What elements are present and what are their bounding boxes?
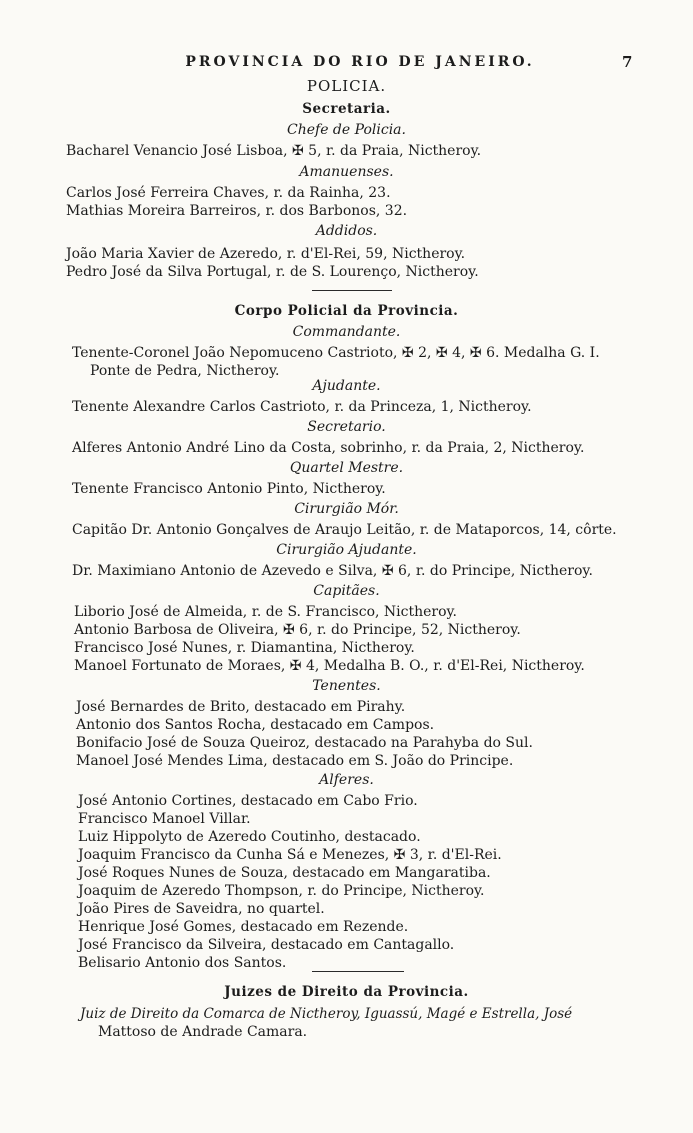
entry-alferes: João Pires de Saveidra, no quartel. [78, 901, 325, 917]
label-chefe: Chefe de Policia. [287, 122, 406, 138]
entry-juiz-cont: Mattoso de Andrade Camara. [98, 1024, 308, 1040]
label-ajudante: Ajudante. [312, 378, 381, 394]
divider [312, 290, 392, 291]
entry-amanuense: Carlos José Ferreira Chaves, r. da Rainha, 23. [66, 185, 391, 201]
entry-amanuense: Mathias Moreira Barreiros, r. dos Barbonos, 32. [66, 203, 408, 219]
running-head: PROVINCIA DO RIO DE JANEIRO. [185, 54, 535, 70]
entry-tenente: Antonio dos Santos Rocha, destacado em Campos. [76, 717, 435, 733]
entry-alferes: Belisario Antonio dos Santos. [78, 955, 287, 971]
divider [312, 971, 404, 972]
label-cirurgiao-mor: Cirurgião Mór. [294, 501, 399, 517]
label-tenentes: Tenentes. [312, 678, 381, 694]
entry-tenente: Bonifacio José de Souza Queiroz, destacado na Parahyba do Sul. [76, 735, 533, 751]
entry-alferes: Francisco Manoel Villar. [78, 811, 251, 827]
label-capitaes: Capitães. [313, 583, 380, 599]
label-cirurgiao-ajudante: Cirurgião Ajudante. [276, 542, 417, 558]
label-amanuenses: Amanuenses. [299, 164, 394, 180]
entry-alferes: Luiz Hippolyto de Azeredo Coutinho, destacado. [78, 829, 421, 845]
label-addidos: Addidos. [315, 223, 378, 239]
heading-secretaria: Secretaria. [302, 101, 391, 117]
entry-quartel-mestre: Tenente Francisco Antonio Pinto, Nictheroy. [72, 481, 386, 497]
entry-alferes: Joaquim de Azeredo Thompson, r. do Principe, Nictheroy. [78, 883, 485, 899]
label-commandante: Commandante. [292, 324, 401, 340]
entry-alferes: José Francisco da Silveira, destacado em Cantagallo. [78, 937, 455, 953]
entry-ajudante: Tenente Alexandre Carlos Castrioto, r. da Princeza, 1, Nictheroy. [72, 399, 532, 415]
entry-tenente: Manoel José Mendes Lima, destacado em S. João do Principe. [76, 753, 514, 769]
page-number: 7 [622, 53, 633, 71]
entry-cirurgiao-mor: Capitão Dr. Antonio Gonçalves de Araujo Leitão, r. de Mataporcos, 14, côrte. [72, 522, 617, 538]
section-title-corpo-policial: Corpo Policial da Provincia. [234, 303, 459, 319]
entry-alferes: José Roques Nunes de Souza, destacado em Mangaratiba. [78, 865, 491, 881]
entry-capitao: Manoel Fortunato de Moraes, ✠ 4, Medalha B. O., r. d'El-Rei, Nictheroy. [74, 658, 585, 674]
entry-alferes: Henrique José Gomes, destacado em Rezende. [78, 919, 409, 935]
section-title-juizes: Juizes de Direito da Provincia. [224, 984, 469, 1000]
entry-alferes: Joaquim Francisco da Cunha Sá e Menezes, ✠ 3, r. d'El-Rei. [78, 847, 502, 863]
entry-addido: Pedro José da Silva Portugal, r. de S. Lourenço, Nictheroy. [66, 264, 479, 280]
entry-commandante-cont: Ponte de Pedra, Nictheroy. [90, 363, 280, 379]
entry-chefe: Bacharel Venancio José Lisboa, ✠ 5, r. da Praia, Nictheroy. [66, 143, 482, 159]
label-quartel-mestre: Quartel Mestre. [289, 460, 404, 476]
entry-capitao: Antonio Barbosa de Oliveira, ✠ 6, r. do Principe, 52, Nictheroy. [74, 622, 521, 638]
entry-addido: João Maria Xavier de Azeredo, r. d'El-Rei, 59, Nictheroy. [66, 246, 466, 262]
label-secretario: Secretario. [307, 419, 386, 435]
entry-commandante: Tenente-Coronel João Nepomuceno Castrioto, ✠ 2, ✠ 4, ✠ 6. Medalha G. I. [72, 345, 600, 361]
entry-alferes: José Antonio Cortines, destacado em Cabo Frio. [78, 793, 418, 809]
entry-juiz: Juiz de Direito da Comarca de Nictheroy, Iguassú, Magé e Estrella, José [80, 1006, 573, 1022]
entry-secretario: Alferes Antonio André Lino da Costa, sobrinho, r. da Praia, 2, Nictheroy. [72, 440, 585, 456]
section-title-policia: POLICIA. [306, 77, 387, 95]
entry-tenente: José Bernardes de Brito, destacado em Pirahy. [76, 699, 406, 715]
entry-capitao: Liborio José de Almeida, r. de S. Francisco, Nictheroy. [74, 604, 458, 620]
label-alferes: Alferes. [319, 772, 374, 788]
entry-cirurgiao-ajudante: Dr. Maximiano Antonio de Azevedo e Silva, ✠ 6, r. do Principe, Nictheroy. [72, 563, 593, 579]
entry-capitao: Francisco José Nunes, r. Diamantina, Nictheroy. [74, 640, 415, 656]
